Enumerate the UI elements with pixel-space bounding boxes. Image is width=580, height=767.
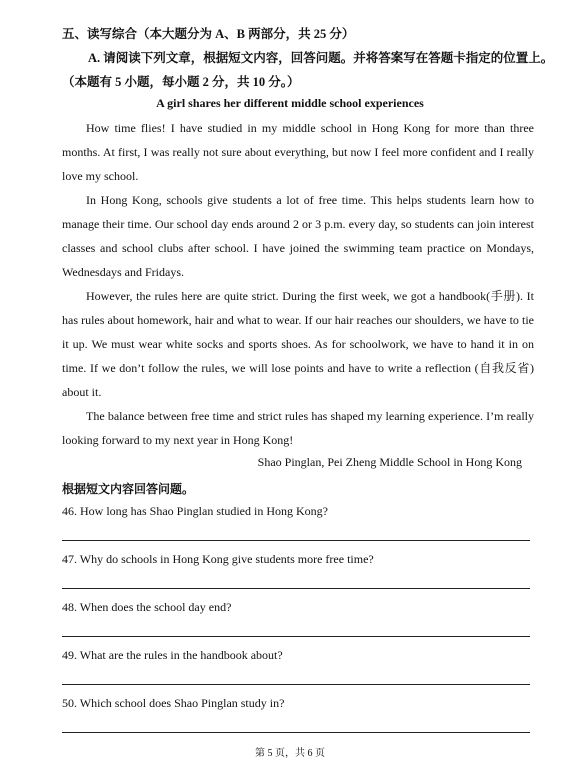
article-paragraph-4: The balance between free time and strict rules has shaped my learning experience. I’m really looking forward to my next year in Hong Kong!: [62, 409, 534, 447]
answer-line-49[interactable]: [62, 684, 530, 685]
answer-line-50[interactable]: [62, 732, 530, 733]
answer-line-46[interactable]: [62, 540, 530, 541]
question-50: 50. Which school does Shao Pinglan study in?: [62, 696, 285, 710]
answer-line-48[interactable]: [62, 636, 530, 637]
article-title: A girl shares her different middle school experiences: [156, 96, 424, 110]
article-paragraph-1: How time flies! I have studied in my middle school in Hong Kong for more than three months. At first, I was really not sure about everything, but now I feel more confident and I really love my school.: [62, 121, 534, 183]
question-46: 46. How long has Shao Pinglan studied in Hong Kong?: [62, 504, 328, 518]
questions-heading: 根据短文内容回答问题。: [62, 482, 195, 496]
article-signature: Shao Pinglan, Pei Zheng Middle School in Hong Kong: [257, 455, 522, 469]
article-paragraph-2: In Hong Kong, schools give students a lot of free time. This helps students learn how to manage their time. Our school day ends around 2 or 3 p.m. every day, so students can join interest classes and school clubs after school. I have joined the swimming team practice on Mondays, Wednesdays and Fridays.: [62, 193, 534, 279]
section-title: 五、读写综合（本大题分为 A、B 两部分，共 25 分）: [62, 27, 355, 41]
answer-line-47[interactable]: [62, 588, 530, 589]
instruction-line-2: （本题有 5 小题，每小题 2 分，共 10 分。）: [62, 75, 300, 89]
instruction-line-1: A. 请阅读下列文章，根据短文内容，回答问题。并将答案写在答题卡指定的位置上。: [88, 51, 554, 65]
article-paragraph-3: However, the rules here are quite strict. During the first week, we got a handbook(手册). It has rules about homework, hair and what to wear. If our hair reaches our shoulders, we have to tie it up. We must wear white socks and sports shoes. As for schoolwork, we have to hand it in on time. If we don’t follow the rules, we will lose points and have to write a reflection (自我反省) about it.: [62, 289, 534, 399]
page-footer: 第 5 页，共 6 页: [255, 748, 325, 759]
question-49: 49. What are the rules in the handbook about?: [62, 648, 283, 662]
question-48: 48. When does the school day end?: [62, 600, 232, 614]
question-47: 47. Why do schools in Hong Kong give students more free time?: [62, 552, 374, 566]
article-body: [62, 116, 534, 452]
